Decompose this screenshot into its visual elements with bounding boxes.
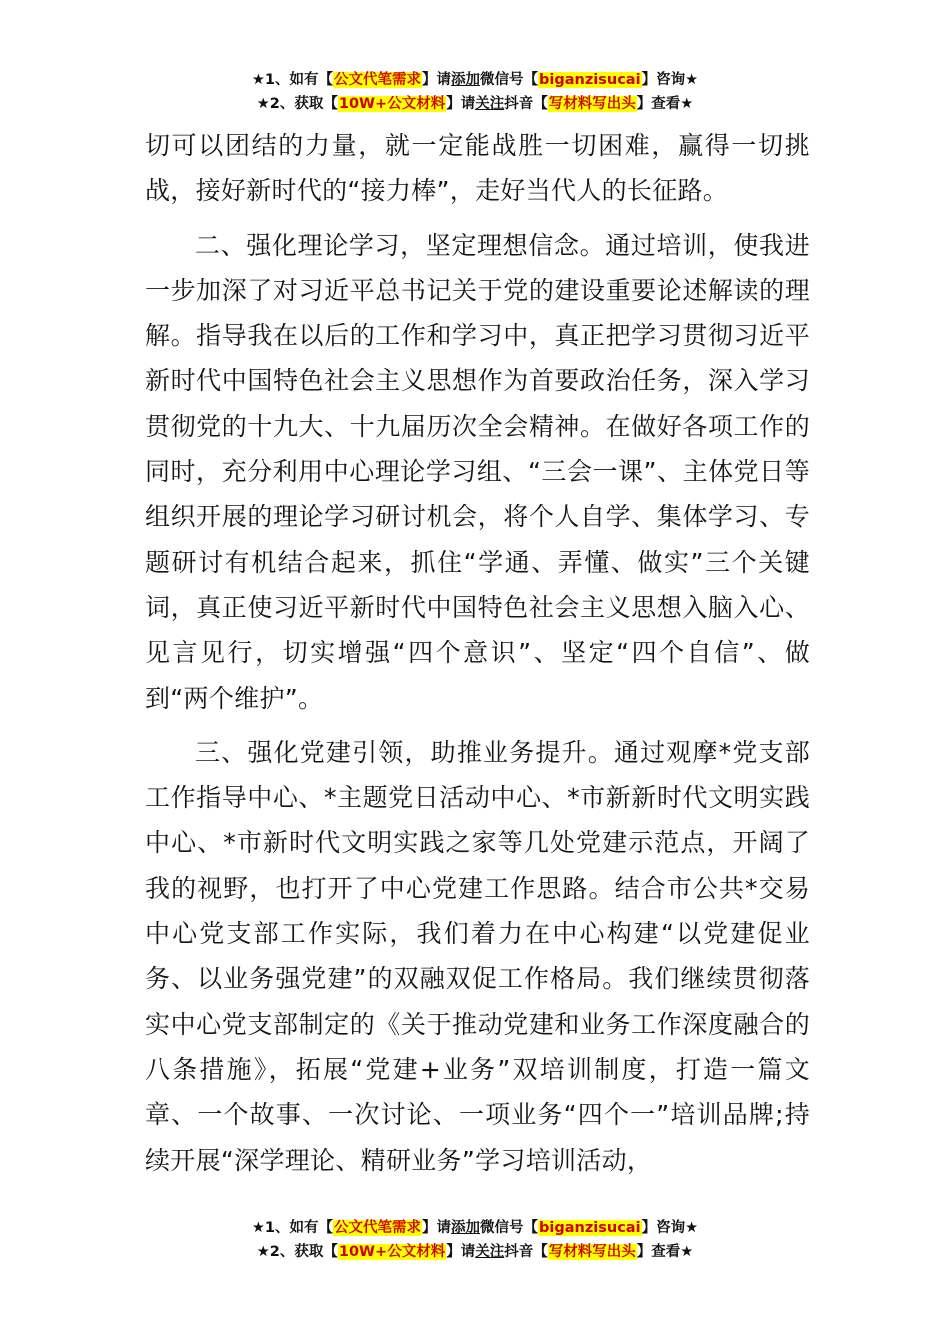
banner-emphasis: 关注 xyxy=(475,96,505,112)
footer-banner-line-1 xyxy=(0,1216,950,1240)
banner-text: 】咨询★ xyxy=(641,1220,699,1236)
banner-text: ★2、获取【 xyxy=(256,1244,338,1260)
banner-highlight: 10W+公文材料 xyxy=(338,96,446,112)
banner-text: 】请 xyxy=(422,1220,452,1236)
banner-highlight: 10W+公文材料 xyxy=(338,1244,446,1260)
header-banner xyxy=(0,68,950,116)
banner-text: 抖音【 xyxy=(504,1244,548,1260)
banner-text: 】请 xyxy=(446,1244,476,1260)
banner-emphasis: 关注 xyxy=(475,1244,505,1260)
banner-text: 】咨询★ xyxy=(641,72,699,88)
document-body xyxy=(145,123,810,1183)
banner-text: 微信号【 xyxy=(480,72,539,88)
banner-highlight: biganzisucai xyxy=(539,72,641,88)
banner-text: 】请 xyxy=(446,96,476,112)
banner-text: ★1、如有【 xyxy=(251,72,334,88)
banner-highlight: 写材料写出头 xyxy=(548,96,636,112)
paragraph-section-3: 三、强化党建引领，助推业务提升。通过观摩*党支部工作指导中心、*主题党日活动中心、*市新新时代文明实践中心、*市新时代文明实践之家等几处党建示范点，开阔了我的视野，也打开了中心党建工作思路。结合市公共*交易中心党支部工作实际，我们着力在中心构建“以党建促业务、以业务强党建”的双融双促工作格局。我们继续贯彻落实中心党支部制定的《关于推动党建和业务工作深度融合的八条措施》，拓展“党建+业务”双培训制度，打造一篇文章、一个故事、一次讨论、一项业务“四个一”培训品牌;持续开展“深学理论、精研业务”学习培训活动， xyxy=(145,737,810,1175)
banner-highlight: 公文代笔需求 xyxy=(334,72,422,88)
banner-text: 】查看★ xyxy=(636,1244,694,1260)
paragraph-section-2: 二、强化理论学习，坚定理想信念。通过培训，使我进一步加深了对习近平总书记关于党的建设重要论述解读的理解。指导我在以后的工作和学习中，真正把学习贯彻习近平新时代中国特色社会主义思想作为首要政治任务，深入学习贯彻党的十九大、十九届历次全会精神。在做好各项工作的同时，充分利用中心理论学习组、“三会一课”、主体党日等组织开展的理论学习研讨机会，将个人自学、集体学习、专题研讨有机结合起来，抓住“学通、弄懂、做实”三个关键词，真正使习近平新时代中国特色社会主义思想入脑入心、见言见行，切实增强“四个意识”、坚定“四个自信”、做到“两个维护”。 xyxy=(145,230,810,713)
banner-emphasis: 添加 xyxy=(451,72,481,88)
banner-text: 微信号【 xyxy=(480,1220,539,1236)
banner-text: 抖音【 xyxy=(504,96,548,112)
header-banner-line-1 xyxy=(0,68,950,92)
header-banner-line-2 xyxy=(0,92,950,116)
banner-highlight: biganzisucai xyxy=(539,1220,641,1236)
banner-highlight: 公文代笔需求 xyxy=(334,1220,422,1236)
banner-text: ★1、如有【 xyxy=(251,1220,334,1236)
banner-text: ★2、获取【 xyxy=(256,96,338,112)
footer-banner-line-2 xyxy=(0,1240,950,1264)
footer-banner xyxy=(0,1216,950,1264)
banner-emphasis: 添加 xyxy=(451,1220,481,1236)
banner-highlight: 写材料写出头 xyxy=(548,1244,636,1260)
paragraph-continuation: 切可以团结的力量，就一定能战胜一切困难，赢得一切挑战，接好新时代的“接力棒”，走好当代人的长征路。 xyxy=(145,131,810,206)
banner-text: 】查看★ xyxy=(636,96,694,112)
banner-text: 】请 xyxy=(422,72,452,88)
